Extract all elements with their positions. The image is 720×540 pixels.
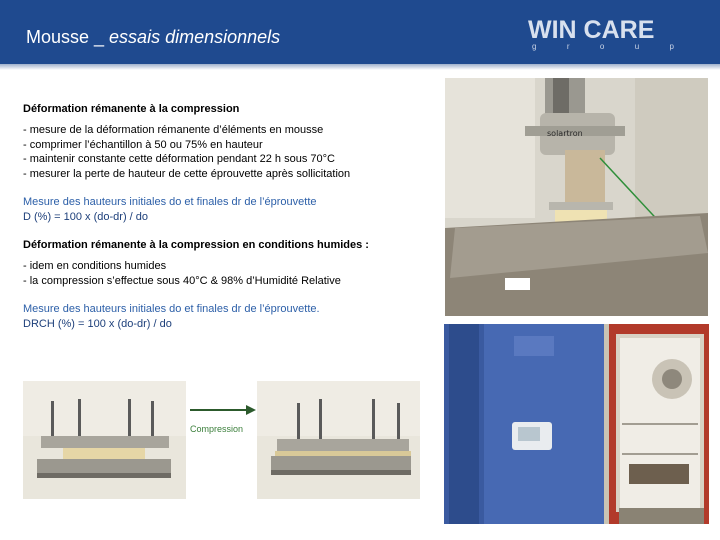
page-title [26, 27, 280, 48]
section1-bullet: - mesurer la perte de hauteur de cette éprouvette après sollicitation [23, 167, 351, 180]
section1-bullet: - mesure de la déformation rémanente d’éléments en mousse [23, 124, 324, 136]
logo-letter: p [669, 42, 674, 51]
compression-arrow-icon [186, 402, 258, 418]
logo-wordmark: WIN CARE [528, 16, 655, 44]
logo-letter: g [532, 42, 537, 51]
climatic-chamber-image [444, 324, 709, 524]
section2-measure: Mesure des hauteurs initiales do et finales dr de l’éprouvette. [23, 303, 320, 315]
logo-letter: r [566, 42, 570, 51]
header-shadow [0, 64, 720, 70]
section1-formula: D (%) = 100 x (do-dr) / do [23, 210, 149, 223]
section2-bullet: - la compression s’effectue sous 40°C & 98% d’Humidité Relative [23, 274, 341, 287]
logo-letter: o [599, 42, 605, 51]
compression-machine-photo [445, 78, 708, 316]
logo-letter: u [634, 42, 640, 51]
compression-label: Compression [190, 424, 244, 434]
section1-measure: Mesure des hauteurs initiales do et finales dr de l’éprouvette [23, 196, 317, 208]
title-italic: essais dimensionnels [109, 27, 281, 47]
section2-bullet: - idem en conditions humides [23, 260, 167, 272]
section2-heading: Déformation rémanente à la compression en conditions humides : [23, 239, 369, 251]
company-logo [528, 16, 674, 54]
section1-bullet: - comprimer l’échantillon à 50 ou 75% en hauteur [23, 138, 263, 151]
section1-heading: Déformation rémanente à la compression [23, 103, 240, 115]
machine-brand-label: solartron [547, 129, 583, 138]
sample-after-photo [257, 381, 420, 499]
sample-before-photo [23, 381, 186, 499]
section1-bullet: - maintenir constante cette déformation pendant 22 h sous 70°C [23, 153, 335, 165]
climatic-chamber-photo [444, 324, 709, 524]
logo-group-label [532, 42, 674, 51]
sample-before-image [23, 381, 186, 499]
section2-formula: DRCH (%) = 100 x (do-dr) / do [23, 317, 172, 330]
compression-machine-image [445, 78, 708, 316]
title-prefix: Mousse _ [26, 27, 110, 47]
sample-after-image [257, 381, 420, 499]
